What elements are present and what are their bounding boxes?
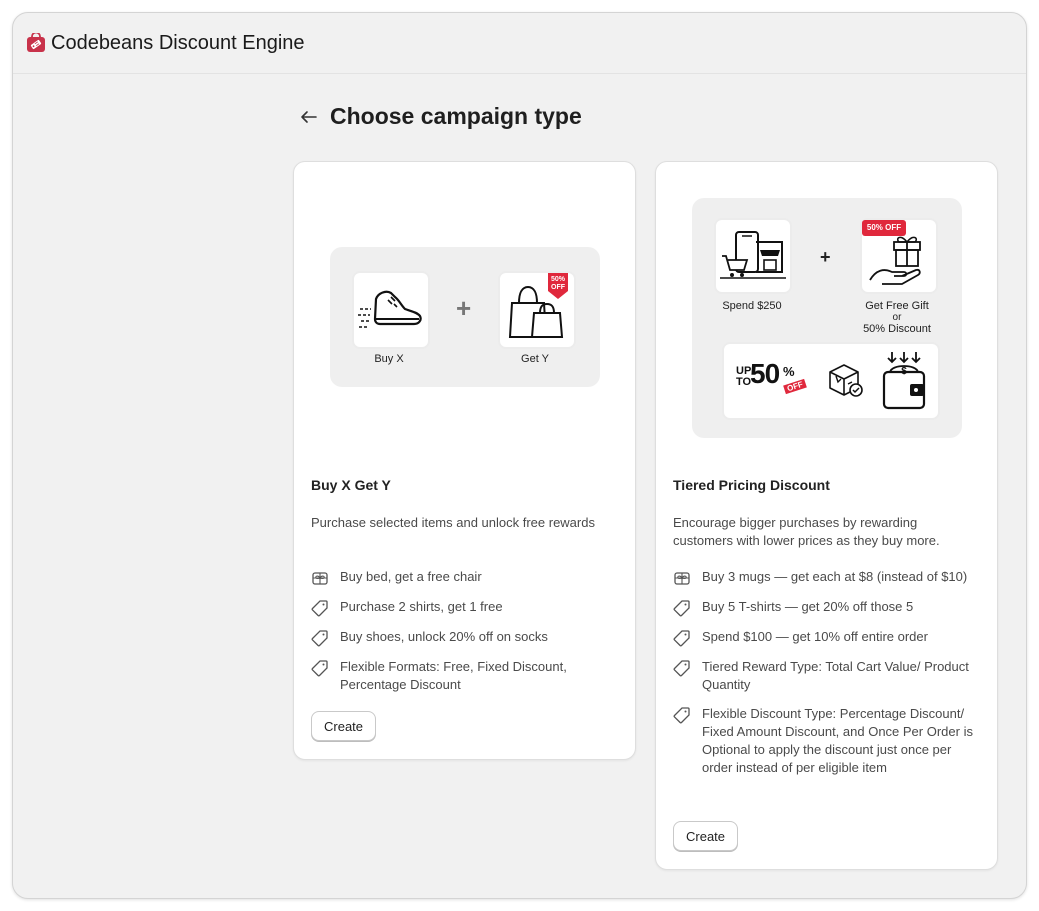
feature-item <box>311 598 621 617</box>
app-title: Codebeans Discount Engine <box>51 31 305 54</box>
promo-up-to <box>736 365 752 388</box>
app-titlebar <box>13 13 1026 74</box>
promo-up-text: UP <box>736 365 752 377</box>
spend-label: Spend $250 <box>722 300 782 312</box>
tag-icon <box>673 599 691 617</box>
campaign-card-tiered-pricing <box>655 161 998 870</box>
promo-strip <box>722 342 940 420</box>
feature-item <box>311 658 621 694</box>
feature-item <box>311 568 621 587</box>
page-title: Choose campaign type <box>330 103 582 129</box>
reward-label-line2: or <box>892 312 902 323</box>
plus-icon: + <box>456 293 472 323</box>
spend-tile <box>714 218 792 294</box>
tag-icon <box>311 659 329 677</box>
feature-text: Buy shoes, unlock 20% off on socks <box>340 629 548 644</box>
buy-x-label: Buy X <box>374 353 404 365</box>
gift-card-icon <box>673 569 691 587</box>
tag-icon <box>673 706 691 724</box>
card-title: Buy X Get Y <box>311 477 391 493</box>
svg-text:$: $ <box>901 366 907 377</box>
arrow-left-icon <box>300 110 318 124</box>
create-button[interactable]: Create <box>311 711 376 741</box>
feature-list <box>311 568 621 705</box>
feature-text: Purchase 2 shirts, get 1 free <box>340 599 503 614</box>
feature-item <box>673 658 985 694</box>
card-description: Purchase selected items and unlock free rewards <box>311 515 595 530</box>
buy-x-tile <box>352 271 430 349</box>
offer-badge: 50% OFF <box>866 223 902 232</box>
tag-icon <box>673 629 691 647</box>
get-y-tile <box>498 271 576 349</box>
card-title: Tiered Pricing Discount <box>673 477 830 493</box>
shoe-icon <box>354 273 428 347</box>
promo-to-text: TO <box>736 376 752 388</box>
app-logo-icon <box>26 33 46 53</box>
feature-item <box>673 705 985 777</box>
reward-label-line3: 50% Discount <box>863 323 931 335</box>
tag-icon <box>673 659 691 677</box>
feature-text: Spend $100 — get 10% off entire order <box>702 629 928 644</box>
page-header <box>298 103 582 130</box>
package-check-icon <box>826 360 866 400</box>
feature-item <box>673 628 985 647</box>
tag-icon <box>311 599 329 617</box>
reward-tile <box>860 218 938 294</box>
online-store-icon <box>716 220 790 292</box>
offer-badge: 50% OFF <box>550 276 565 291</box>
gift-card-icon <box>311 569 329 587</box>
feature-text: Buy 3 mugs — get each at $8 (instead of $10) <box>702 569 968 584</box>
wallet-money-icon <box>880 350 928 412</box>
back-button[interactable] <box>298 106 320 128</box>
feature-text: Buy 5 T-shirts — get 20% off those 5 <box>702 599 914 614</box>
tiered-pricing-illustration <box>692 198 962 438</box>
feature-text: Tiered Reward Type: Total Cart Value/ Product Quantity <box>702 659 969 692</box>
feature-text: Flexible Discount Type: Percentage Discount/ Fixed Amount Discount, and Once Per Order is Optional to apply the discount just once per order instead of per eligible item <box>702 706 973 775</box>
reward-label-line1: Get Free Gift <box>865 300 929 312</box>
tag-icon <box>311 629 329 647</box>
feature-list <box>673 568 985 788</box>
feature-item <box>673 598 985 617</box>
promo-value: 50 <box>750 358 780 389</box>
feature-item <box>673 568 985 587</box>
feature-text: Flexible Formats: Free, Fixed Discount, Percentage Discount <box>340 659 567 692</box>
promo-percent: % <box>783 364 795 379</box>
buy-x-get-y-illustration <box>330 247 600 387</box>
app-window <box>12 12 1027 899</box>
feature-item <box>311 628 621 647</box>
plus-icon: + <box>820 247 831 267</box>
get-y-label: Get Y <box>521 353 549 365</box>
card-description: Encourage bigger purchases by rewarding customers with lower prices as they buy more. <box>673 515 940 548</box>
campaign-card-buy-x-get-y <box>293 161 636 760</box>
promo-off-tag: OFF <box>783 379 807 394</box>
create-button[interactable]: Create <box>673 821 738 851</box>
feature-text: Buy bed, get a free chair <box>340 569 482 584</box>
